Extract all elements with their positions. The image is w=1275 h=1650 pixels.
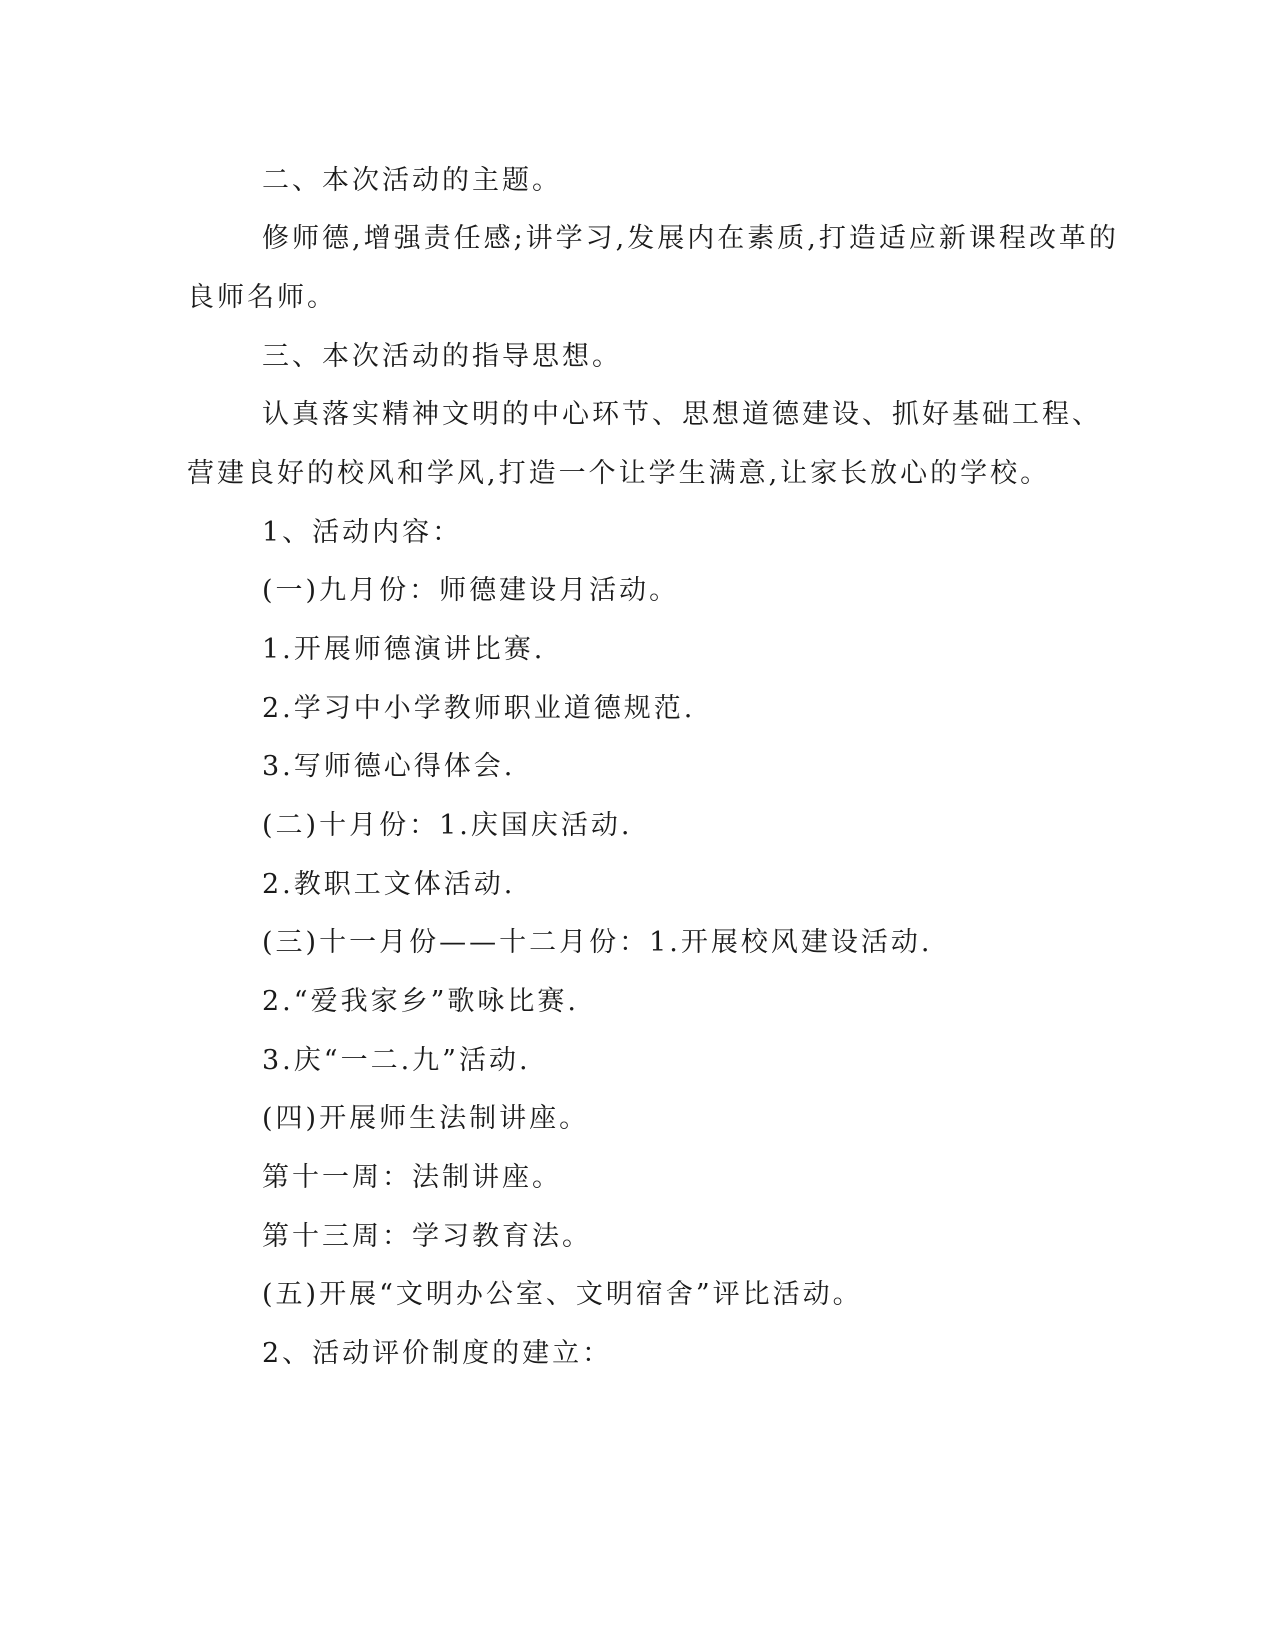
- section-heading-theme: 二、本次活动的主题。: [262, 165, 562, 196]
- list-item: 1.开展师德演讲比赛.: [262, 634, 546, 665]
- list-item: 3.写师德心得体会.: [262, 751, 516, 782]
- list-item: 2.学习中小学教师职业道德规范.: [262, 693, 696, 724]
- list-item: 2.“爱我家乡”歌咏比赛.: [262, 986, 579, 1017]
- paragraph-guiding-line-1: 认真落实精神文明的中心环节、思想道德建设、抓好基础工程、: [262, 399, 1102, 430]
- list-item-october: (二)十月份：1.庆国庆活动.: [262, 810, 633, 841]
- list-item: 2.教职工文体活动.: [262, 869, 516, 900]
- paragraph-theme-line-1: 修师德,增强责任感;讲学习,发展内在素质,打造适应新课程改革的: [262, 223, 1119, 254]
- section-heading-guiding-thought: 三、本次活动的指导思想。: [262, 341, 622, 372]
- paragraph-theme-line-2: 良师名师。: [187, 282, 337, 313]
- list-item-september: (一)九月份：师德建设月活动。: [262, 575, 680, 606]
- paragraph-guiding-line-2: 营建良好的校风和学风,打造一个让学生满意,让家长放心的学校。: [187, 458, 1051, 489]
- list-item-civilized-office: (五)开展“文明办公室、文明宿舍”评比活动。: [262, 1279, 863, 1310]
- list-item-law-lectures: (四)开展师生法制讲座。: [262, 1103, 590, 1134]
- subheading-activity-content: 1、活动内容：: [262, 517, 463, 548]
- subheading-evaluation-system: 2、活动评价制度的建立：: [262, 1338, 613, 1369]
- list-item: 第十三周：学习教育法。: [262, 1221, 592, 1252]
- list-item: 第十一周：法制讲座。: [262, 1162, 562, 1193]
- list-item-november-december: (三)十一月份——十二月份：1.开展校风建设活动.: [262, 927, 933, 958]
- list-item: 3.庆“一二.九”活动.: [262, 1045, 531, 1076]
